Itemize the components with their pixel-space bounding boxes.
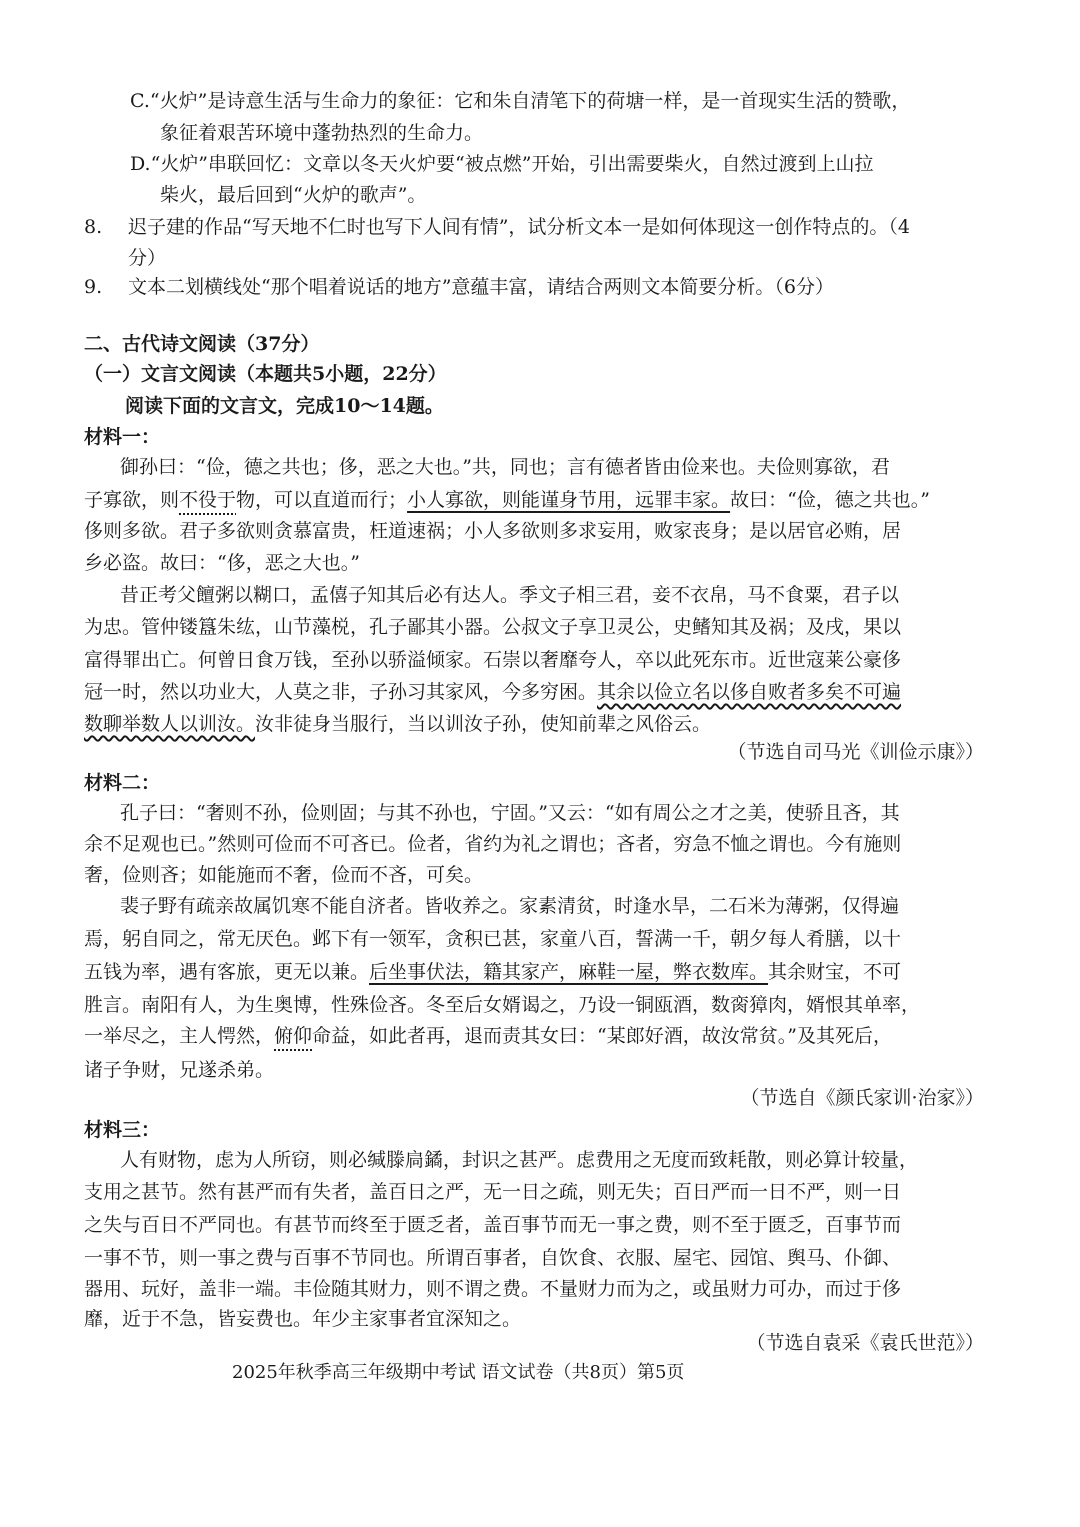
- material2-source: （节选自《颜氏家训·治家》）: [740, 1087, 984, 1109]
- material3-source: （节选自袁采《袁氏世范》）: [746, 1332, 984, 1354]
- material3-p1-line6: 靡，近于不急，皆妄费也。年少主家事者宜深知之。: [84, 1308, 522, 1330]
- material3-p1-line2: 支用之甚节。然有甚严而有失者，盖百日之严，无一日之疏，则无失；百日严而一日不严，则一日: [84, 1181, 902, 1203]
- question-9-line1: 文本二划横线处“那个唱着说话的地方”意蕴丰富，请结合两则文本简要分析。（6分）: [128, 276, 835, 298]
- question-9-number: 9.: [84, 276, 103, 298]
- question-8-line2: 分）: [128, 247, 167, 269]
- material2-p2-line6: 诸子争财，兄遂杀弟。: [84, 1059, 275, 1081]
- material1-p2-line5: [84, 709, 711, 739]
- text-segment: 命益，如此者再，退而责其女曰：“某郎好酒，故汝常贫。”及其死后，: [312, 1025, 892, 1047]
- material2-p1-line2: 余不足观也已。”然则可俭而不可吝已。俭者，省约为礼之谓也；吝者，穷急不恤之谓也。今有施则: [84, 833, 902, 855]
- material3-p1-line3: 之失与百日不严同也。有甚节而终至于匮乏者，盖百事节而无一事之费，则不至于匮乏，百事节而: [84, 1214, 902, 1236]
- material2-p1-line3: 奢，俭则吝；如能施而不奢，俭而不吝，可矣。: [84, 864, 484, 886]
- material1-p2-line3: 富得罪出亡。何曾日食万钱，至孙以骄溢倾家。石崇以奢靡夸人，卒以此死东市。近世寇莱公豪侈: [84, 649, 902, 671]
- section-instruction: 阅读下面的文言文，完成10～14题。: [125, 395, 444, 417]
- material1-p2-line2: 为忠。管仲镂簋朱纮，山节藻棁，孔子鄙其小器。公叔文子享卫灵公，史鳍知其及祸；及戌，果以: [84, 616, 902, 638]
- text-segment: 汝非徒身当服行，当以训汝子孙，使知前辈之风俗云。: [255, 713, 712, 735]
- material2-p2-line2: 焉，躬自同之，常无厌色。邺下有一领军，贪积已甚，家童八百，誓满一千，朝夕每人肴膳，以十: [84, 928, 902, 950]
- section-sub-title: （一）文言文阅读（本题共5小题，22分）: [84, 363, 447, 385]
- material1-p1-line3: 侈则多欲。君子多欲则贪慕富贵，枉道速祸；小人多欲则多求妄用，败家丧身；是以居官必贿，居: [84, 520, 902, 542]
- material3-label: 材料三：: [84, 1119, 161, 1141]
- option-d-line1: D.“火炉”串联回忆：文章以冬天火炉要“被点燃”开始，引出需要柴火，自然过渡到上山拉: [130, 153, 874, 175]
- material2-p2-line5: [84, 1021, 892, 1051]
- question-8-number: 8.: [84, 216, 103, 238]
- option-c-line1: C.“火炉”是诗意生活与生命力的象征：它和朱自清笔下的荷塘一样，是一首现实生活的赞歌，: [130, 90, 911, 112]
- material3-p1-line5: 器用、玩好，盖非一端。丰俭随其财力，则不谓之费。不量财力而为之，或虽财力可办，而过于侈: [84, 1278, 902, 1300]
- text-segment: 物，可以直道而行；: [236, 489, 408, 511]
- text-segment: 冠一时，然以功业大，人莫之非，子孙习其家风，今多穷困。: [84, 681, 598, 703]
- wavy-underlined-sentence: 数聊举数人以训汝。: [84, 713, 256, 735]
- material2-p2-line1: 裴子野有疏亲故属饥寒不能自济者。皆收养之。家素清贫，时逢水旱，二石米为薄粥，仅得遍: [120, 895, 900, 917]
- material2-p2-line3: [84, 957, 901, 987]
- material1-p2-line1: 昔正考父饘粥以糊口，孟僖子知其后必有达人。季文子相三君，妾不衣帛，马不食粟，君子以: [120, 584, 900, 606]
- dotted-emphasis: 俯仰: [274, 1025, 313, 1047]
- material1-p1-line4: 乡必盗。故曰：“侈，恶之大也。”: [84, 552, 360, 574]
- section-title: 二、古代诗文阅读（37分）: [84, 333, 320, 355]
- material3-p1-line1: 人有财物，虑为人所窃，则必缄滕扃鐍，封识之甚严。虑费用之无度而致耗散，则必算计较量，: [120, 1149, 919, 1171]
- question-8-line1: 迟子建的作品“写天地不仁时也写下人间有情”，试分析文本一是如何体现这一创作特点的。（4: [128, 216, 911, 238]
- material2-label: 材料二：: [84, 772, 161, 794]
- option-c-line2: 象征着艰苦环境中蓬勃热烈的生命力。: [160, 122, 484, 144]
- material1-p2-line4: [84, 677, 901, 707]
- material1-p1-line1: 御孙曰：“俭，德之共也；侈，恶之大也。”共，同也；言有德者皆由俭来也。夫俭则寡欲，君: [120, 456, 890, 478]
- text-segment: 子寡欲，则: [84, 489, 180, 511]
- material2-p2-line4: 胜言。南阳有人，为生奥博，性殊俭吝。冬至后女婿谒之，乃设一铜瓯酒，数脔獐肉，婿恨其单率，: [84, 994, 921, 1016]
- option-d-line2: 柴火，最后回到“火炉的歌声”。: [160, 184, 427, 206]
- text-segment: 其余财宝，不可: [768, 961, 902, 983]
- underlined-sentence: 后坐事伏法，籍其家产，麻鞋一屋，弊衣数库。: [369, 961, 769, 983]
- material2-p1-line1: 孔子曰：“奢则不孙，俭则固；与其不孙也，宁固。”又云：“如有周公之才之美，使骄且吝，其: [120, 802, 900, 824]
- material1-label: 材料一：: [84, 426, 161, 448]
- text-segment: 一举尽之，主人愕然，: [84, 1025, 275, 1047]
- material1-p1-line2: [84, 485, 930, 515]
- dotted-emphasis: 不役于: [179, 489, 237, 511]
- wavy-underlined-sentence: 其余以俭立名以侈自败者多矣不可遍: [597, 681, 902, 703]
- material1-source: （节选自司马光《训俭示康》）: [727, 741, 984, 763]
- material3-p1-line4: 一事不节，则一事之费与百事不节同也。所谓百事者，自饮食、衣服、屋宅、园馆、舆马、仆御、: [84, 1247, 902, 1269]
- text-segment: 五钱为率，遇有客旅，更无以兼。: [84, 961, 370, 983]
- page-footer: 2025年秋季高三年级期中考试 语文试卷（共8页）第5页: [232, 1362, 685, 1383]
- text-segment: 故曰：“俭，德之共也。”: [730, 489, 930, 511]
- underlined-sentence: 小人寡欲，则能谨身节用，远罪丰家。: [407, 489, 731, 511]
